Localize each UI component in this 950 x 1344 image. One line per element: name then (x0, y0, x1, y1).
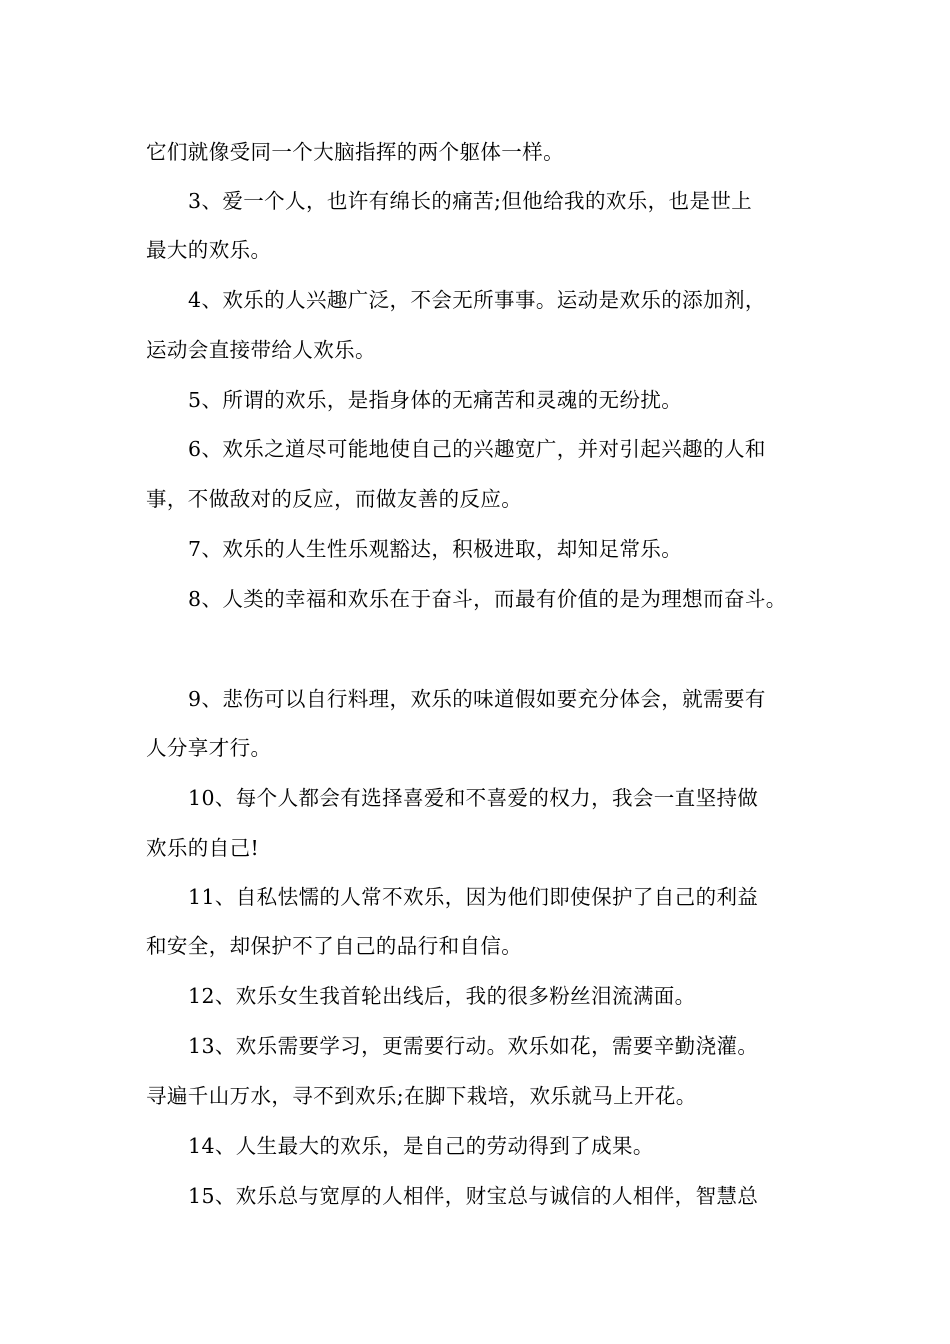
text-line: 9、悲伤可以自行料理，欢乐的味道假如要充分体会，就需要有 (188, 687, 766, 711)
text-line: 14、人生最大的欢乐，是自己的劳动得到了成果。 (188, 1134, 654, 1158)
text-line: 12、欢乐女生我首轮出线后，我的很多粉丝泪流满面。 (188, 984, 696, 1008)
text-line: 和安全，却保护不了自己的品行和自信。 (146, 934, 523, 958)
text-line: 10、每个人都会有选择喜爱和不喜爱的权力，我会一直坚持做 (188, 786, 759, 810)
text-line: 15、欢乐总与宽厚的人相伴，财宝总与诚信的人相伴，智慧总 (188, 1184, 759, 1208)
text-line: 6、欢乐之道尽可能地使自己的兴趣宽广，并对引起兴趣的人和 (188, 437, 766, 461)
text-line: 4、欢乐的人兴趣广泛，不会无所事事。运动是欢乐的添加剂， (188, 288, 766, 312)
text-line: 最大的欢乐。 (146, 238, 272, 262)
text-line: 人分享才行。 (146, 736, 272, 760)
text-line: 寻遍千山万水，寻不到欢乐;在脚下栽培，欢乐就马上开花。 (146, 1084, 697, 1108)
text-line: 3、爱一个人，也许有绵长的痛苦;但他给我的欢乐，也是世上 (188, 189, 753, 213)
text-line: 它们就像受同一个大脑指挥的两个躯体一样。 (146, 140, 564, 164)
text-line: 7、欢乐的人生性乐观豁达，积极进取，却知足常乐。 (188, 537, 683, 561)
text-line: 5、所谓的欢乐，是指身体的无痛苦和灵魂的无纷扰。 (188, 388, 683, 412)
text-line: 11、自私怯懦的人常不欢乐，因为他们即使保护了自己的利益 (188, 885, 759, 909)
text-line: 运动会直接带给人欢乐。 (146, 338, 376, 362)
text-line: 事，不做敌对的反应，而做友善的反应。 (146, 487, 523, 511)
text-line: 8、人类的幸福和欢乐在于奋斗，而最有价值的是为理想而奋斗。 (188, 587, 787, 611)
text-line: 欢乐的自己! (146, 836, 260, 860)
text-line: 13、欢乐需要学习，更需要行动。欢乐如花，需要辛勤浇灌。 (188, 1034, 759, 1058)
